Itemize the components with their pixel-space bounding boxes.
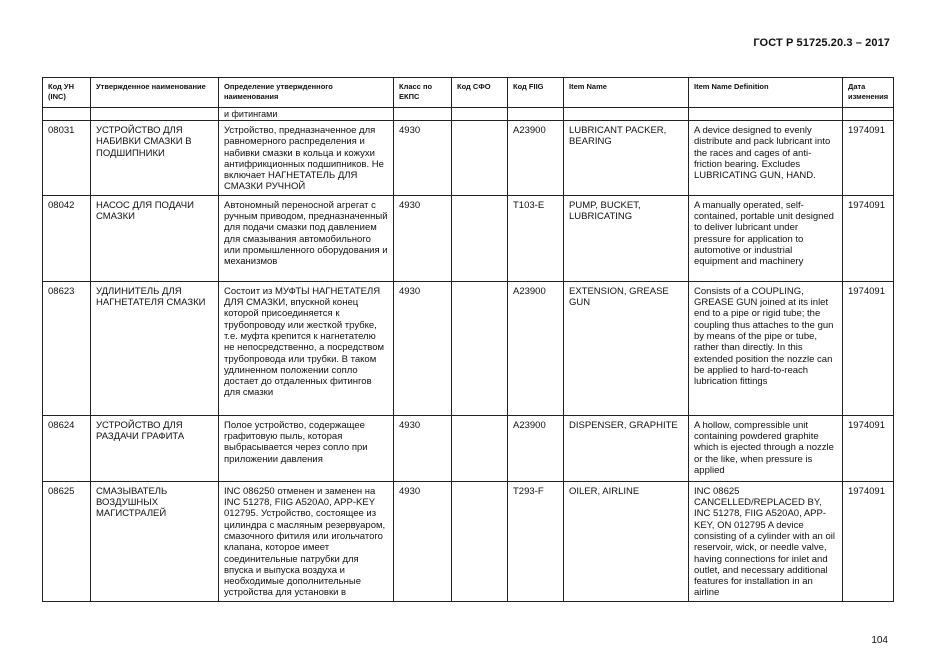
cell-item-def: A device designed to evenly distribute and pack lubricant into the races and cages of anti-friction bearing. Excludes LUBRICATING GUN, HAND. xyxy=(689,121,843,196)
cell-item-name: OILER, AIRLINE xyxy=(564,481,689,601)
document-code: ГОСТ Р 51725.20.3 – 2017 xyxy=(753,37,890,49)
cell-inc: 08625 xyxy=(43,481,91,601)
table-row xyxy=(43,415,894,481)
cell-definition: Автономный переносной агрегат с ручным приводом, предназначенный для подачи смазки под давлением для смазывания автомобильного или промышленного оборудования и механизмов xyxy=(219,195,394,281)
cell-sfo xyxy=(452,121,508,196)
empty-cell xyxy=(394,108,452,121)
cell-item-def: Consists of a COUPLING, GREASE GUN joined at its inlet end to a pipe or rigid tube; the coupling thus attaches to the gun by means of the pipe or tube, rather than directly. In this extended position the nozzle can be applied to hard-to-reach lubrication fittings xyxy=(689,281,843,415)
col-header-item-name: Item Name xyxy=(564,78,689,108)
cell-name: НАСОС ДЛЯ ПОДАЧИ СМАЗКИ xyxy=(91,195,219,281)
cell-item-name: PUMP, BUCKET, LUBRICATING xyxy=(564,195,689,281)
cell-fiig: A23900 xyxy=(508,121,564,196)
cell-item-def: A manually operated, self-contained, portable unit designed to deliver lubricant under pressure for application to automotive or industrial equipment and machinery xyxy=(689,195,843,281)
table-row xyxy=(43,281,894,415)
cell-name: УСТРОЙСТВО ДЛЯ РАЗДАЧИ ГРАФИТА xyxy=(91,415,219,481)
table-row xyxy=(43,121,894,196)
cell-definition: INC 086250 отменен и заменен на INC 51278, FIIG A520A0, APP-KEY 012795. Устройство, состоящее из цилиндра с масляным резервуаром, смазочного фитиля или игольчатого клапана, которое имеет соединительные патрубки для впуска и выпуска воздуха и необходимые дополнительные устройства для установки в xyxy=(219,481,394,601)
cell-sfo xyxy=(452,481,508,601)
col-header-item-def: Item Name Definition xyxy=(689,78,843,108)
col-header-inc: Код УН (INC) xyxy=(43,78,91,108)
cell-fiig: A23900 xyxy=(508,415,564,481)
col-header-fiig: Код FIIG xyxy=(508,78,564,108)
cell-inc: 08624 xyxy=(43,415,91,481)
page-number: 104 xyxy=(871,635,888,646)
cell-class: 4930 xyxy=(394,415,452,481)
cell-inc: 08623 xyxy=(43,281,91,415)
cell-date: 1974091 xyxy=(843,415,894,481)
cell-sfo xyxy=(452,195,508,281)
cell-item-def: A hollow, compressible unit containing powdered graphite which is ejected through a nozzle or the like, when pressure is applied xyxy=(689,415,843,481)
cell-class: 4930 xyxy=(394,481,452,601)
cell-class: 4930 xyxy=(394,281,452,415)
cell-inc: 08031 xyxy=(43,121,91,196)
cell-item-name: LUBRICANT PACKER, BEARING xyxy=(564,121,689,196)
cell-inc: 08042 xyxy=(43,195,91,281)
cell-definition: Полое устройство, содержащее графитовую пыль, которая выбрасывается через сопло при приложении давления xyxy=(219,415,394,481)
cell-class: 4930 xyxy=(394,121,452,196)
cell-fiig: T293-F xyxy=(508,481,564,601)
cell-name: УДЛИНИТЕЛЬ ДЛЯ НАГНЕТАТЕЛЯ СМАЗКИ xyxy=(91,281,219,415)
empty-cell xyxy=(843,108,894,121)
cell-name: УСТРОЙСТВО ДЛЯ НАБИВКИ СМАЗКИ В ПОДШИПНИКИ xyxy=(91,121,219,196)
empty-cell xyxy=(564,108,689,121)
cell-name: СМАЗЫВАТЕЛЬ ВОЗДУШНЫХ МАГИСТРАЛЕЙ xyxy=(91,481,219,601)
col-header-name: Утвержденное наименование xyxy=(91,78,219,108)
cell-item-name: EXTENSION, GREASE GUN xyxy=(564,281,689,415)
empty-cell xyxy=(452,108,508,121)
cell-item-def: INC 08625 CANCELLED/REPLACED BY, INC 51278, FIIG A520A0, APP-KEY, ON 012795 A device consisting of a cylinder with an oil reservoir, wick, or needle valve, having connections for inlet and outlet, and necessary additional features for installation in an airline xyxy=(689,481,843,601)
empty-cell xyxy=(689,108,843,121)
cell-fiig: A23900 xyxy=(508,281,564,415)
cell-date: 1974091 xyxy=(843,281,894,415)
continuation-row xyxy=(43,108,894,121)
cell-item-name: DISPENSER, GRAPHITE xyxy=(564,415,689,481)
continuation-text: и фитингами xyxy=(219,108,394,121)
col-header-date: Дата изменения xyxy=(843,78,894,108)
cell-fiig: T103-E xyxy=(508,195,564,281)
header-row xyxy=(43,78,894,108)
cell-definition: Состоит из МУФТЫ НАГНЕТАТЕЛЯ ДЛЯ СМАЗКИ, впускной конец которой присоединяется к трубопроводу или жесткой трубке, т.е. муфта крепится к нагнетателю не непосредственно, а посредством трубопровода или трубки. В таком удлиненном положении сопло достает до отдаленных фитингов для смазки xyxy=(219,281,394,415)
cell-sfo xyxy=(452,415,508,481)
col-header-sfo: Код СФО xyxy=(452,78,508,108)
cell-date: 1974091 xyxy=(843,121,894,196)
empty-cell xyxy=(43,108,91,121)
cell-definition: Устройство, предназначенное для равномерного распределения и набивки смазки в кольца и кожухи антифрикционных подшипников. Не включает НАГНЕТАТЕЛЬ ДЛЯ СМАЗКИ РУЧНОЙ xyxy=(219,121,394,196)
cell-date: 1974091 xyxy=(843,195,894,281)
table-row xyxy=(43,195,894,281)
table-row xyxy=(43,481,894,601)
col-header-definition: Определение утвержденного наименования xyxy=(219,78,394,108)
cell-sfo xyxy=(452,281,508,415)
empty-cell xyxy=(91,108,219,121)
empty-cell xyxy=(508,108,564,121)
col-header-class: Класс по ЕКПС xyxy=(394,78,452,108)
cell-class: 4930 xyxy=(394,195,452,281)
cell-date: 1974091 xyxy=(843,481,894,601)
catalog-table xyxy=(42,77,894,602)
